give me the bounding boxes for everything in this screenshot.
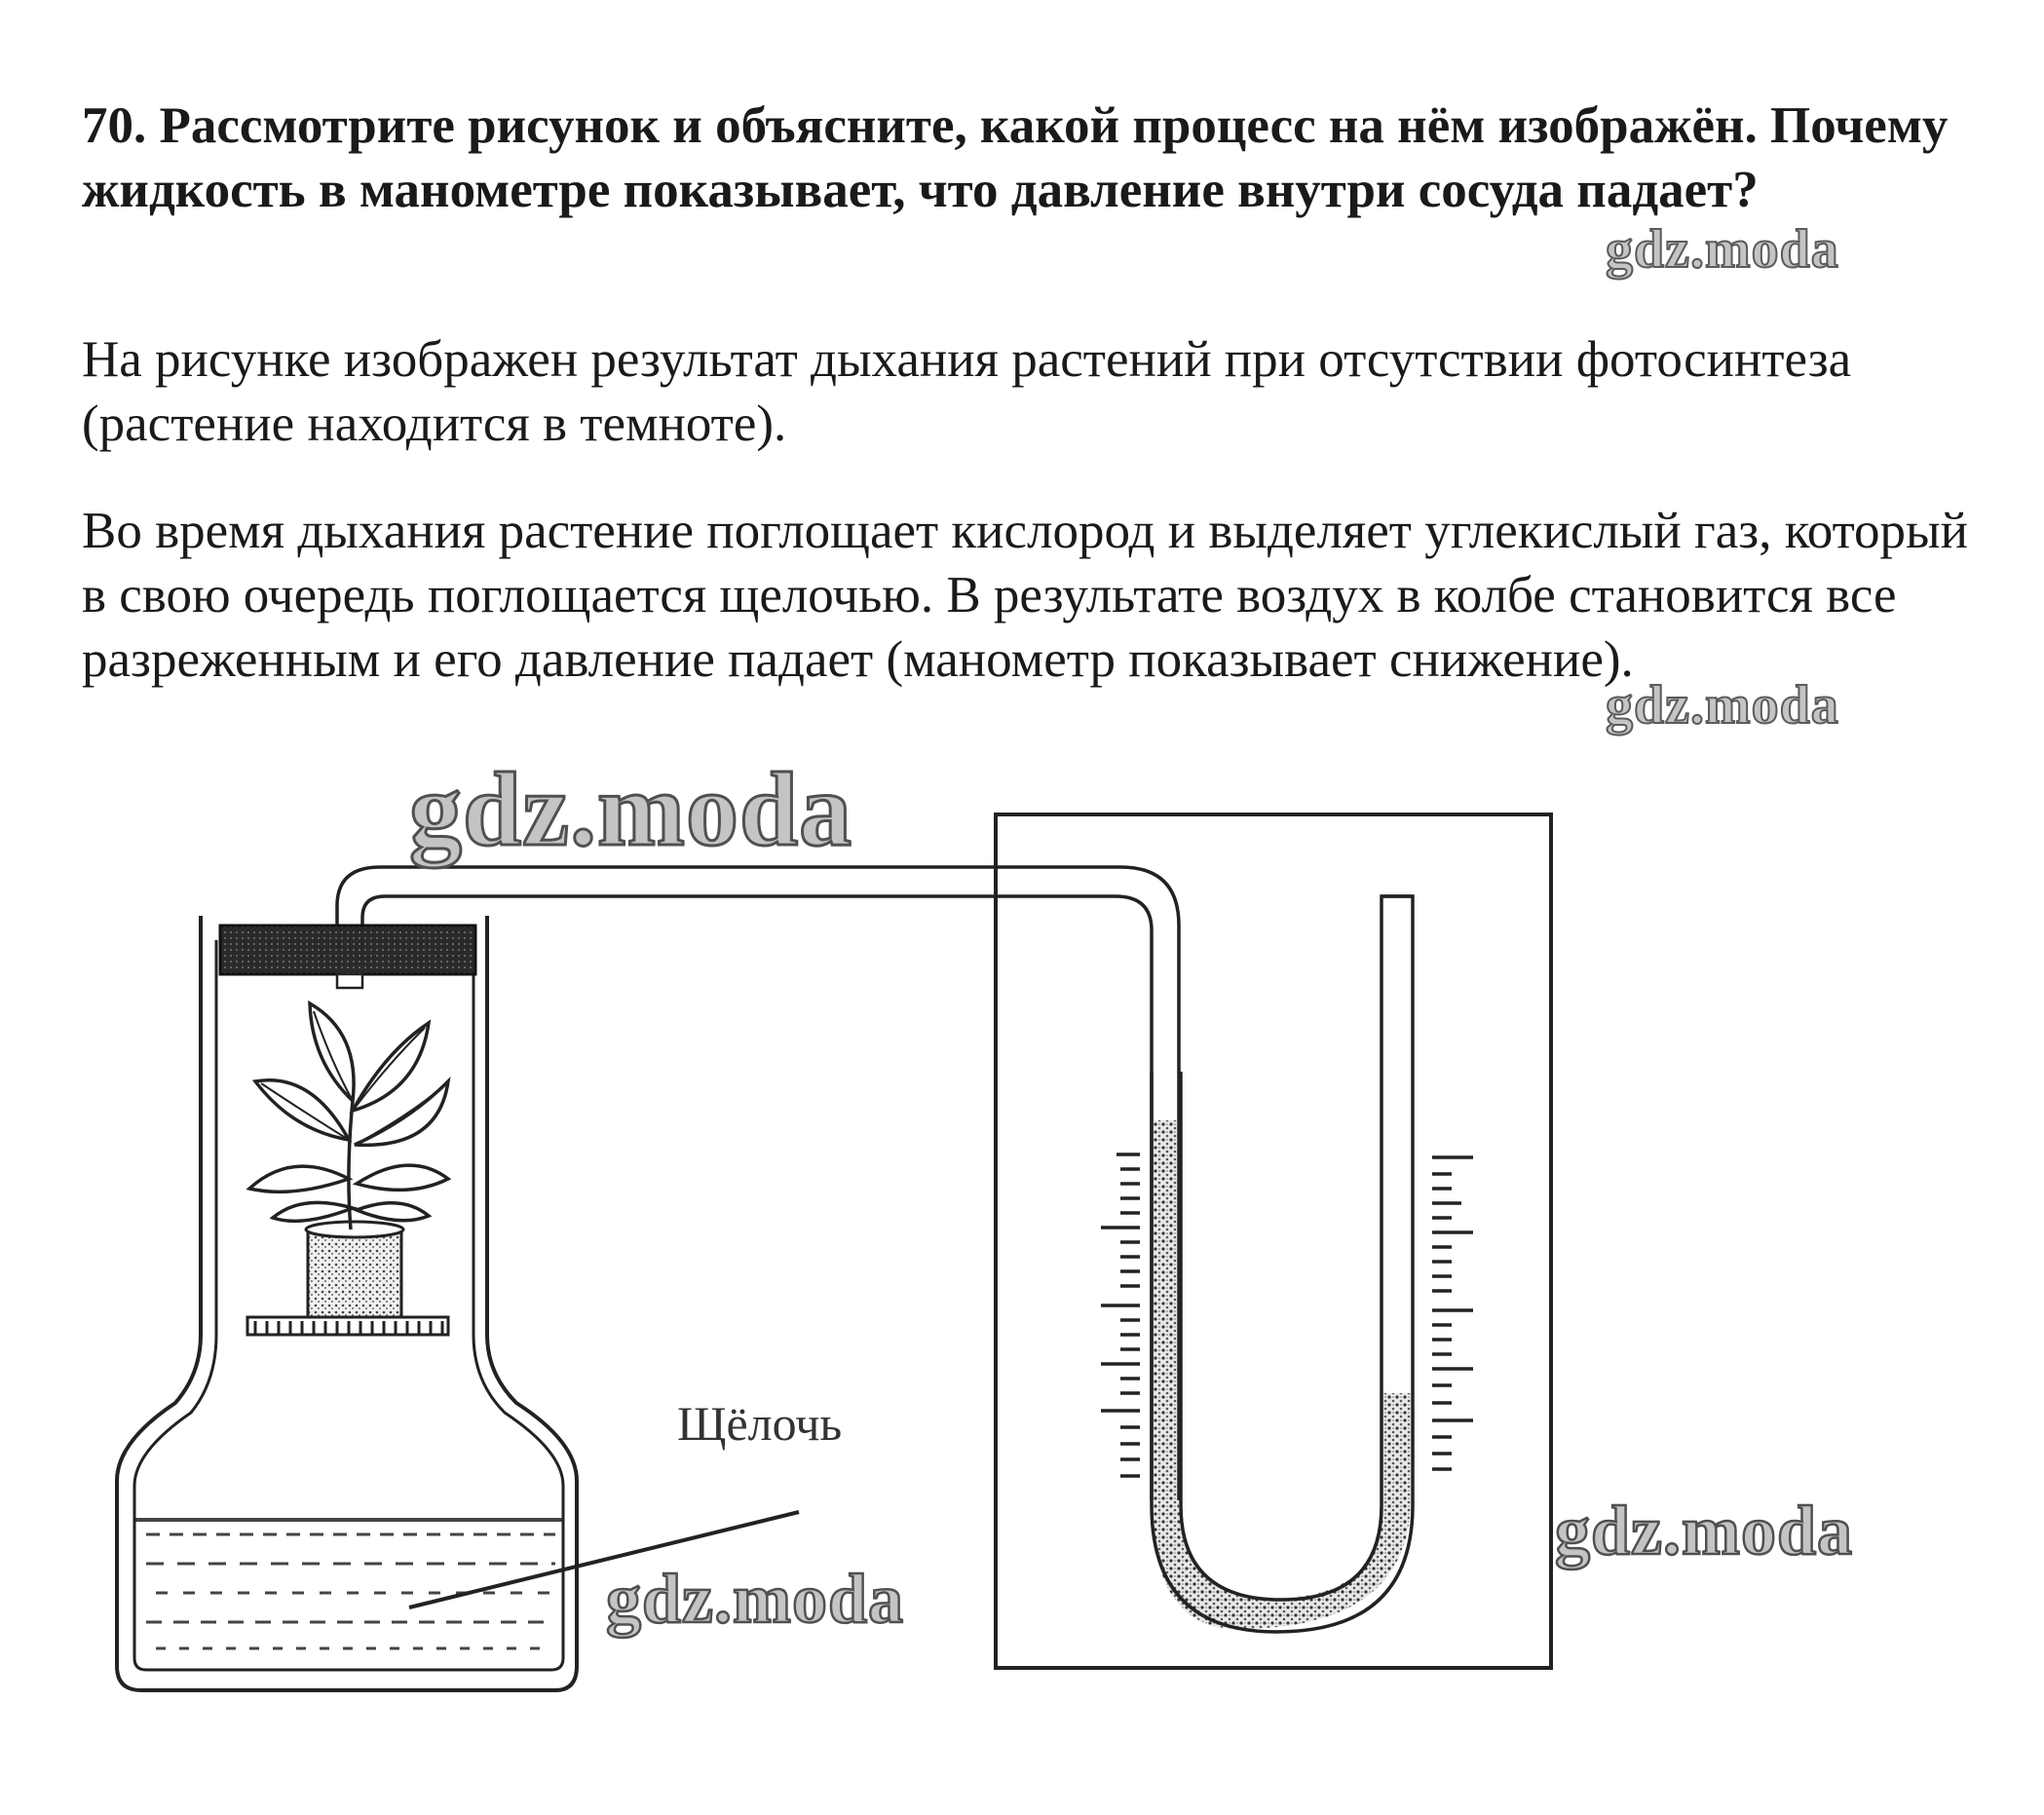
watermark: gdz.moda — [409, 752, 853, 868]
answer-paragraph-2: Во время дыхания растение поглощает кислород и выделяет углекислый газ, который в свою очередь поглощается щелочью. В результате воздух в колбе становится все разреженным и его давление падает (манометр показывает снижение). — [82, 503, 1969, 688]
plant-stand — [247, 1317, 448, 1335]
watermark: gdz.moda — [1606, 219, 1839, 280]
plant-pot — [308, 1229, 401, 1317]
watermark: gdz.moda — [1606, 675, 1839, 736]
watermark: gdz.moda — [1555, 1492, 1854, 1569]
flask-stopper — [220, 926, 475, 974]
watermark: gdz.moda — [606, 1560, 905, 1638]
question-number: 70. — [82, 97, 147, 154]
manometer-board — [996, 814, 1551, 1668]
question-body: Рассмотрите рисунок и объясните, какой процесс на нём изображён. Почему жидкость в манометре показывает, что давление внутри сосуда падает? — [82, 97, 1949, 218]
plant — [249, 1003, 448, 1229]
answer-paragraph-1: На рисунке изображен результат дыхания растений при отсутствии фотосинтеза (растение находится в темноте). — [82, 331, 1852, 452]
alkali-label: Щёлочь — [677, 1396, 843, 1451]
